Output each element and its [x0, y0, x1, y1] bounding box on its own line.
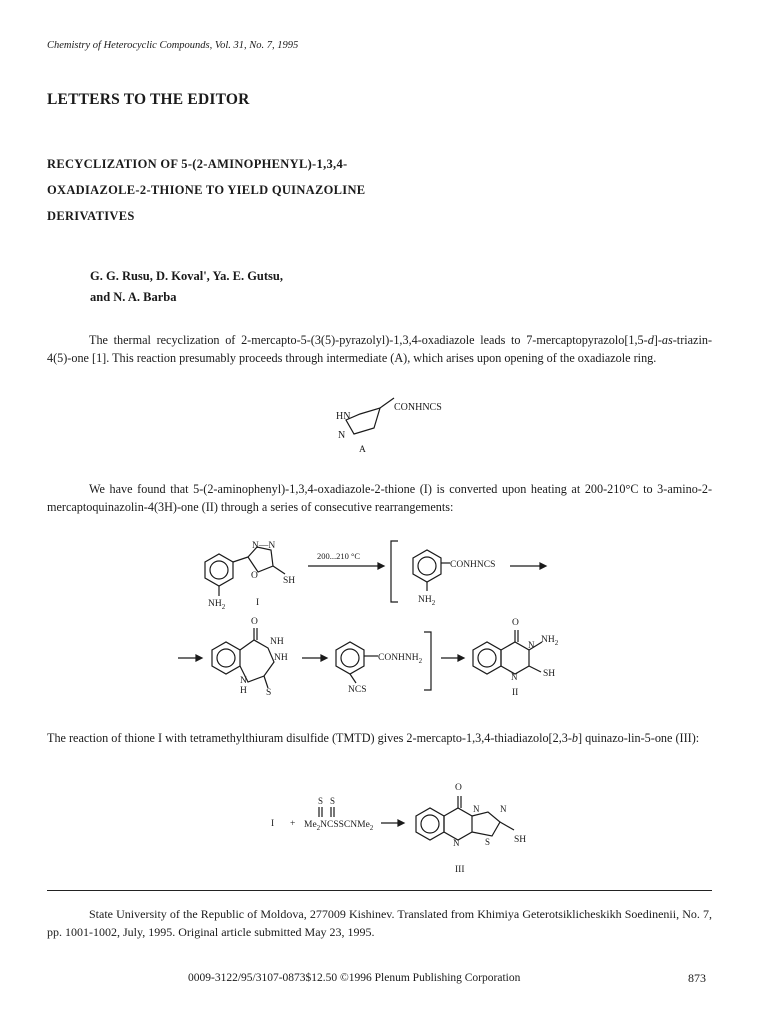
title-line: RECYCLIZATION OF 5-(2-AMINOPHENYL)-1,3,4- — [47, 157, 348, 171]
journal-citation: Chemistry of Heterocyclic Compounds, Vol. 31, No. 7, 1995 — [47, 40, 299, 51]
label-nh: NH — [274, 653, 288, 663]
reaction-conditions: 200...210 °C — [317, 551, 361, 561]
label-sh: SH — [543, 669, 556, 679]
label-h: H — [240, 686, 247, 696]
intermediate-2 — [212, 617, 288, 698]
label-nh2: $NH_2$ — [418, 595, 436, 607]
footnote-divider — [47, 890, 712, 891]
benzene-ring — [473, 642, 501, 674]
thione-bond — [264, 676, 268, 688]
benzene-ring — [205, 554, 233, 586]
compound-I — [205, 541, 295, 611]
compound-II — [473, 618, 559, 698]
title-line: OXADIAZOLE-2-THIONE TO YIELD QUINAZOLINE — [47, 183, 366, 197]
aromatic-circle — [418, 557, 436, 575]
aromatic-circle — [421, 815, 439, 833]
label-o: O — [251, 571, 258, 581]
aromatic-circle — [478, 649, 496, 667]
bond — [529, 666, 541, 672]
label-n: N — [240, 676, 247, 686]
arrow-head — [196, 655, 202, 661]
label-o: O — [455, 783, 462, 793]
label-nh: NH — [270, 637, 284, 647]
footnote-text: State University of the Republic of Moldova, 277009 Kishinev. Translated from Khimiya Geterotsiklicheskikh Soedinenii, No. 7, pp. 1001-1002, July, 1995. Original article submitted May 23, 1995. — [47, 907, 712, 939]
arrow-head — [398, 820, 404, 826]
label-tmtd: $Me_2NCSSCNMe_2$ — [304, 820, 374, 832]
pyrimidine-ring — [444, 808, 472, 840]
label-sh: SH — [283, 576, 296, 586]
tmtd-reaction — [271, 796, 404, 832]
footnote — [47, 905, 712, 941]
pyrazole-ring — [346, 408, 380, 434]
compound-label-III: III — [455, 865, 465, 875]
arrow-head — [458, 655, 464, 661]
arrow-right-2 — [302, 655, 327, 661]
page-number: 873 — [688, 971, 706, 985]
label-o: O — [251, 617, 258, 627]
authors-line: and N. A. Barba — [90, 290, 177, 304]
arrow-right-3 — [441, 655, 464, 661]
label-s: S — [485, 837, 491, 847]
intermediate-3 — [336, 642, 423, 695]
label-hn: HN — [336, 411, 351, 422]
aromatic-circle — [341, 649, 359, 667]
label-conhnh2: $CONHNH_2$ — [378, 653, 423, 665]
paragraph-text: The thermal recyclization of 2-mercapto-5-(3(5)-pyrazolyl)-1,3,4-oxadiazole leads to 7-mercaptopyrazolo[1,5-d]-as-triazin-4(5)-one [1]. This reaction presumably proceeds through intermediate (A), which arises upon opening of the oxadiazole ring. — [47, 333, 712, 365]
pyrimidine-ring — [501, 642, 529, 674]
compound-III — [416, 783, 526, 875]
label-conhncs: CONHNCS — [450, 560, 496, 570]
label-nn: N—N — [252, 541, 276, 551]
arrow-row2-start — [178, 655, 202, 661]
label-nh2: $NH_2$ — [541, 635, 559, 647]
arrow-right-1 — [510, 563, 546, 569]
label-n: N — [338, 430, 346, 441]
title-line: DERIVATIVES — [47, 209, 135, 223]
compound-label-I: I — [256, 598, 260, 608]
benzene-ring — [212, 642, 240, 674]
label-nh2: $NH_2$ — [208, 599, 226, 611]
bond — [233, 557, 248, 562]
aromatic-circle — [217, 649, 235, 667]
authors-line: G. G. Rusu, D. Koval', Ya. E. Gutsu, — [90, 269, 283, 283]
bond — [273, 566, 285, 574]
paragraph-text: We have found that 5-(2-aminophenyl)-1,3,4-oxadiazole-2-thione (I) is converted upon heating at 200-210°C to 3-amino-2-mercaptoquinazolin-4(3H)-one (II) through a series of consecutive rearrangements: — [47, 482, 712, 514]
label-n: N — [511, 672, 518, 682]
label-s: S — [318, 796, 324, 806]
compound-label-A: A — [359, 445, 366, 455]
section-heading: LETTERS TO THE EDITOR — [47, 91, 250, 108]
label-conhncs: CONHNCS — [394, 402, 442, 413]
intermediate-1 — [413, 550, 495, 607]
label-s: S — [266, 688, 272, 698]
label-sh: SH — [514, 835, 527, 845]
arrow-head — [321, 655, 327, 661]
plus-sign: + — [290, 819, 296, 829]
label-n: N — [473, 804, 480, 814]
compound-label-II: II — [512, 688, 519, 698]
bracket-right — [424, 632, 431, 690]
benzene-ring — [413, 550, 441, 582]
label-ncs: NCS — [348, 685, 367, 695]
bond — [380, 398, 394, 408]
label-n: N — [453, 838, 460, 848]
bond — [350, 674, 356, 683]
arrow-head — [540, 563, 546, 569]
benzene-ring — [416, 808, 444, 840]
label-s: S — [330, 796, 336, 806]
label-o: O — [512, 618, 519, 628]
label-I: I — [271, 819, 275, 829]
thiadiazole-ring — [472, 812, 500, 836]
reaction-arrow-heating — [308, 551, 384, 569]
benzene-ring — [336, 642, 364, 674]
aromatic-circle — [210, 561, 228, 579]
copyright-line: 0009-3122/95/3107-0873$12.50 ©1996 Plenum Publishing Corporation — [188, 972, 521, 984]
paragraph-text: The reaction of thione I with tetramethylthiuram disulfide (TMTD) gives 2-mercapto-1,3,4-thiadiazolo[2,3-b] quinazo-lin-5-one (III): — [47, 731, 700, 745]
label-n: N — [528, 640, 535, 650]
bond — [500, 822, 514, 830]
structure-A — [336, 398, 442, 455]
arrow-head — [378, 563, 384, 569]
bracket-left — [391, 541, 398, 602]
label-n: N — [500, 804, 507, 814]
